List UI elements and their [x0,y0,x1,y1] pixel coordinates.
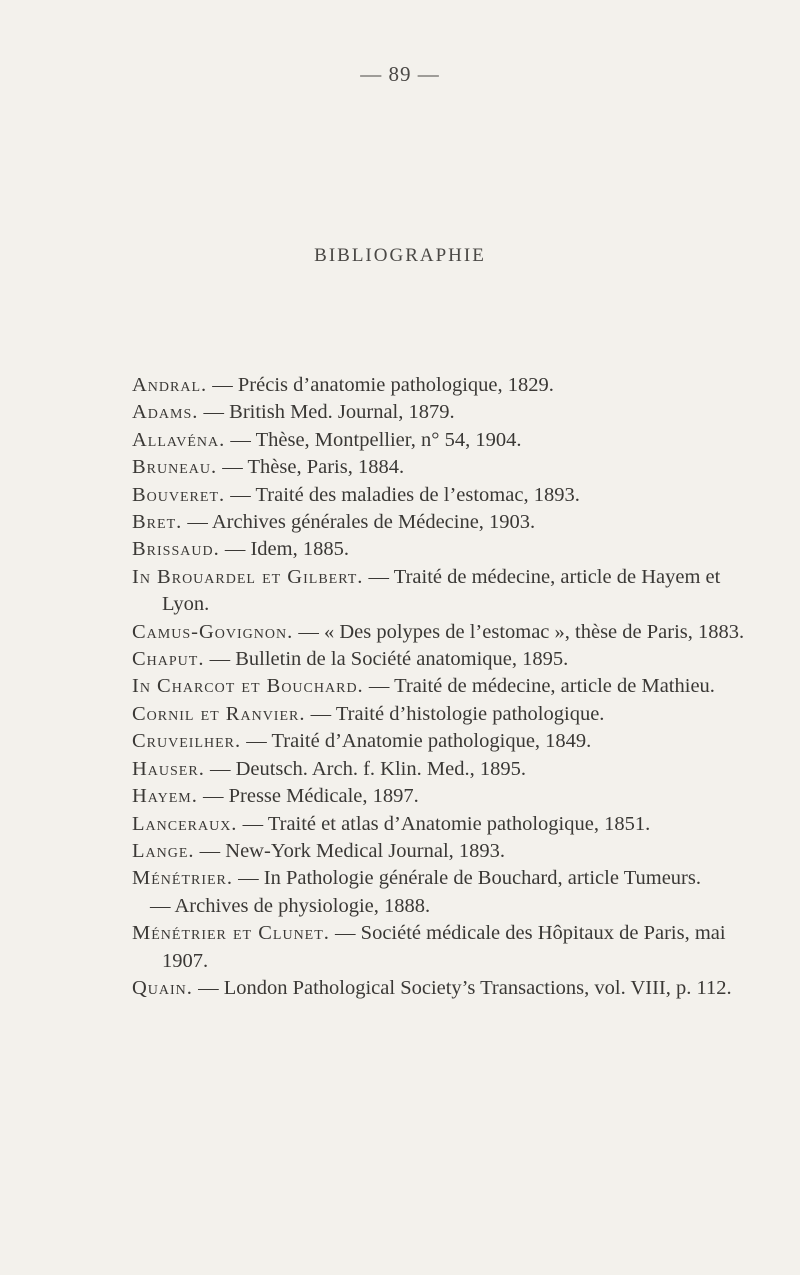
entry-text: — British Med. Journal, 1879. [198,401,455,424]
bibliography-entry [132,975,772,1002]
entry-author: Bouveret. [132,483,226,506]
entry-author: Allavéna. [132,428,226,451]
entry-text: — Presse Médicale, 1897. [197,785,419,808]
entry-author: Cruveilher. [132,730,242,753]
entry-text: — Traité d’histologie pathologique. [305,702,605,725]
entry-author: Hayem. [132,785,198,808]
entry-author: Andral. [132,374,208,396]
entry-author: Lanceraux. [132,812,238,835]
bibliography-entry [132,783,772,810]
entry-text: — New-York Medical Journal, 1893. [194,839,506,862]
entry-text: — Archives générales de Médecine, 1903. [182,511,536,534]
entry-text: — Archives de physiologie, 1888. [150,894,431,917]
page-number: — 89 — [360,62,440,86]
bibliography-entry [132,646,772,673]
entry-text: — In Pathologie générale de Bouchard, article Tumeurs. [233,867,701,890]
bibliography-entry [132,399,772,426]
entry-text: — Traité et atlas d’Anatomie pathologique, 1851. [237,812,651,835]
entry-author: In Charcot et Bouchard. [132,675,364,698]
bibliography-entry [132,728,772,755]
entry-text: — Bulletin de la Société anatomique, 1895. [204,648,569,671]
bibliography-entry [132,372,772,399]
entry-author: Adams. [132,401,199,424]
bibliography-entry [132,482,772,509]
bibliography-list [132,372,772,1002]
entry-author: Bret. [132,511,183,534]
entry-text: — Traité des maladies de l’estomac, 1893. [225,483,580,506]
bibliography-entry [132,454,772,481]
bibliography-entry [132,756,772,783]
bibliography-entry [132,673,772,700]
entry-author: Camus-Govignon. [132,620,294,643]
entry-author: Ménétrier. [132,867,234,890]
bibliography-entry [132,619,772,646]
entry-author: Lange. [132,839,195,862]
entry-text: — Traité de médecine, article de Hayem et Lyon. [162,565,721,616]
entry-text: — Deutsch. Arch. f. Klin. Med., 1895. [204,757,526,780]
entry-author: Ménétrier et Clunet. [132,922,330,945]
bibliography-entry [132,811,772,838]
entry-text: — Thèse, Paris, 1884. [217,456,405,479]
bibliography-entry [132,536,772,563]
bibliography-entry [132,509,772,536]
entry-text: — Traité de médecine, article de Mathieu. [363,675,715,698]
bibliography-entry [132,838,772,865]
bibliography-entry [132,564,772,619]
entry-text: — Société médicale des Hôpitaux de Paris, mai 1907. [162,922,726,972]
entry-author: Cornil et Ranvier. [132,702,306,725]
entry-text: — Précis d’anatomie pathologique, 1829. [207,374,554,396]
entry-author: Chaput. [132,648,205,671]
entry-text: — Thèse, Montpellier, n° 54, 1904. [225,428,522,451]
entry-text: — « Des polypes de l’estomac », thèse de Paris, 1883. [293,620,745,643]
bibliography-entry [132,920,772,975]
entry-author: Quain. [132,976,193,999]
entry-text: — Traité d’Anatomie pathologique, 1849. [241,730,592,753]
bibliography-entry [132,865,772,892]
entry-author: Hauser. [132,757,205,780]
entry-text: — London Pathological Society’s Transactions, vol. VIII, p. 112. [192,976,732,999]
bibliography-entry [132,893,772,920]
bibliography-entry [132,701,772,728]
bibliography-entry [132,427,772,454]
entry-text: — Idem, 1885. [219,538,349,561]
bibliography-heading: BIBLIOGRAPHIE [314,245,486,266]
entry-author: Brissaud. [132,538,220,561]
entry-author: Bruneau. [132,456,218,479]
entry-author: In Brouardel et Gilbert. [132,565,364,588]
